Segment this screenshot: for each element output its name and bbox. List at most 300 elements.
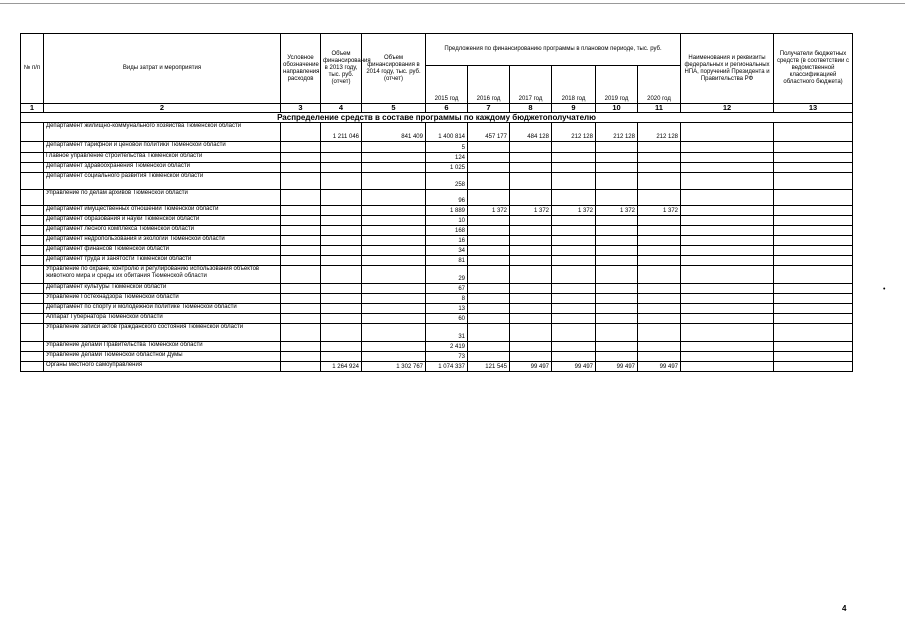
row-number-cell [21, 190, 44, 206]
row-value-y2019: 212 128 [596, 123, 638, 142]
row-value-y2018: 99 497 [552, 362, 596, 372]
header-vol-2013: Объем финансирования в 2013 году, тыс. руб. (отчет) [321, 34, 362, 104]
row-acts-cell [681, 236, 774, 246]
row-value-y2018 [552, 163, 596, 173]
table-row [21, 123, 853, 142]
row-name-cell: Департамент финансов Тюменской области [44, 246, 281, 256]
row-acts-cell [681, 362, 774, 372]
row-value-y2015: 60 [426, 314, 468, 324]
row-value-v2014 [362, 284, 426, 294]
row-recipients-cell [774, 216, 853, 226]
row-value-v2013 [321, 294, 362, 304]
column-number: 9 [552, 104, 596, 113]
row-value-y2019 [596, 304, 638, 314]
row-number-cell [21, 163, 44, 173]
row-value-v2013 [321, 226, 362, 236]
row-value-v2014 [362, 206, 426, 216]
row-value-v2013 [321, 314, 362, 324]
row-recipients-cell [774, 352, 853, 362]
column-number: 11 [638, 104, 681, 113]
row-value-y2016 [468, 294, 510, 304]
row-value-y2019 [596, 236, 638, 246]
row-acts-cell [681, 226, 774, 236]
page-number: 4 [842, 604, 847, 613]
row-value-y2018: 1 372 [552, 206, 596, 216]
row-value-y2017: 99 497 [510, 362, 552, 372]
row-value-v2013 [321, 304, 362, 314]
table-row [21, 362, 853, 372]
row-value-y2018 [552, 304, 596, 314]
table-row [21, 304, 853, 314]
column-number: 3 [281, 104, 321, 113]
row-value-y2015: 29 [426, 266, 468, 284]
row-value-y2020 [638, 153, 681, 163]
row-code-cell [281, 256, 321, 266]
row-value-y2015: 8 [426, 294, 468, 304]
row-value-y2020: 212 128 [638, 123, 681, 142]
table-row [21, 226, 853, 236]
row-name-cell: Департамент недропользования и экологии Тюменской области [44, 236, 281, 246]
header-year-2018: 2018 год [552, 66, 596, 104]
section-title-row [21, 113, 853, 123]
row-value-y2016: 457 177 [468, 123, 510, 142]
row-value-y2015: 1 400 814 [426, 123, 468, 142]
row-value-y2016 [468, 266, 510, 284]
row-value-y2016 [468, 173, 510, 190]
row-value-v2013: 1 211 046 [321, 123, 362, 142]
row-name-cell: Департамент лесного комплекса Тюменской области [44, 226, 281, 236]
row-value-y2019 [596, 163, 638, 173]
row-value-y2016 [468, 236, 510, 246]
row-value-v2013 [321, 256, 362, 266]
row-value-y2019 [596, 266, 638, 284]
row-recipients-cell [774, 236, 853, 246]
row-value-y2020 [638, 284, 681, 294]
row-value-y2015: 96 [426, 190, 468, 206]
row-value-v2013 [321, 173, 362, 190]
row-name-cell: Департамент образования и науки Тюменской области [44, 216, 281, 226]
row-number-cell [21, 324, 44, 342]
row-value-y2016 [468, 352, 510, 362]
row-acts-cell [681, 190, 774, 206]
row-value-y2020 [638, 342, 681, 352]
row-value-y2017 [510, 256, 552, 266]
row-value-v2014 [362, 246, 426, 256]
row-value-y2016 [468, 342, 510, 352]
row-number-cell [21, 123, 44, 142]
row-number-cell [21, 206, 44, 216]
row-code-cell [281, 226, 321, 236]
row-value-y2019: 99 497 [596, 362, 638, 372]
row-recipients-cell [774, 163, 853, 173]
row-recipients-cell [774, 173, 853, 190]
row-value-v2013 [321, 324, 362, 342]
row-name-cell: Управление записи актов гражданского состояния Тюменской области [44, 324, 281, 342]
row-acts-cell [681, 173, 774, 190]
row-number-cell [21, 314, 44, 324]
row-recipients-cell [774, 123, 853, 142]
row-code-cell [281, 342, 321, 352]
row-value-y2015: 31 [426, 324, 468, 342]
row-acts-cell [681, 284, 774, 294]
row-value-y2016 [468, 246, 510, 256]
row-acts-cell [681, 163, 774, 173]
row-value-v2014 [362, 163, 426, 173]
row-recipients-cell [774, 190, 853, 206]
row-code-cell [281, 190, 321, 206]
row-value-y2015: 1 889 [426, 206, 468, 216]
header-acts: Наименования и реквизиты федеральных и региональных НПА, поручений Президента и Правительства РФ [681, 34, 774, 104]
row-value-y2019 [596, 314, 638, 324]
column-number: 13 [774, 104, 853, 113]
row-name-cell: Управление делами Правительства Тюменской области [44, 342, 281, 352]
row-acts-cell [681, 352, 774, 362]
row-value-y2018 [552, 352, 596, 362]
column-number: 1 [21, 104, 44, 113]
table-row [21, 256, 853, 266]
column-number: 10 [596, 104, 638, 113]
row-value-y2020 [638, 216, 681, 226]
row-value-y2018 [552, 284, 596, 294]
table-row [21, 153, 853, 163]
row-name-cell: Департамент жилищно-коммунального хозяйства Тюменской области [44, 123, 281, 142]
row-acts-cell [681, 266, 774, 284]
row-number-cell [21, 352, 44, 362]
row-recipients-cell [774, 153, 853, 163]
row-recipients-cell [774, 304, 853, 314]
row-value-y2016 [468, 314, 510, 324]
row-value-y2018 [552, 216, 596, 226]
row-value-y2019 [596, 246, 638, 256]
row-value-y2015: 81 [426, 256, 468, 266]
row-value-y2017: 1 372 [510, 206, 552, 216]
row-acts-cell [681, 246, 774, 256]
row-value-y2016 [468, 153, 510, 163]
row-name-cell: Управление Гостехнадзора Тюменской области [44, 294, 281, 304]
row-acts-cell [681, 123, 774, 142]
row-value-v2014 [362, 216, 426, 226]
row-value-y2019: 1 372 [596, 206, 638, 216]
row-value-v2014 [362, 153, 426, 163]
row-recipients-cell [774, 294, 853, 304]
row-recipients-cell [774, 342, 853, 352]
row-value-y2016 [468, 284, 510, 294]
row-value-y2020 [638, 304, 681, 314]
table-row [21, 216, 853, 226]
row-value-y2020 [638, 294, 681, 304]
row-value-y2020: 99 497 [638, 362, 681, 372]
header-year-2016: 2016 год [468, 66, 510, 104]
row-value-y2018 [552, 266, 596, 284]
row-value-y2016: 121 545 [468, 362, 510, 372]
row-number-cell [21, 226, 44, 236]
margin-mark: • [883, 286, 886, 293]
table-row [21, 342, 853, 352]
row-number-cell [21, 362, 44, 372]
table-row [21, 284, 853, 294]
column-number-row [21, 104, 853, 113]
row-value-y2017 [510, 304, 552, 314]
row-value-y2017 [510, 294, 552, 304]
row-value-v2014 [362, 266, 426, 284]
row-acts-cell [681, 153, 774, 163]
row-name-cell: Департамент тарифной и ценовой политики Тюменской области [44, 142, 281, 153]
row-value-v2014 [362, 226, 426, 236]
row-code-cell [281, 362, 321, 372]
row-value-y2020 [638, 256, 681, 266]
row-code-cell [281, 142, 321, 153]
row-acts-cell [681, 294, 774, 304]
row-code-cell [281, 246, 321, 256]
row-number-cell [21, 153, 44, 163]
row-value-y2020 [638, 236, 681, 246]
row-code-cell [281, 153, 321, 163]
row-acts-cell [681, 256, 774, 266]
row-acts-cell [681, 324, 774, 342]
row-value-y2017 [510, 284, 552, 294]
row-value-y2020 [638, 226, 681, 236]
header-year-2019: 2019 год [596, 66, 638, 104]
row-value-y2018 [552, 142, 596, 153]
row-value-v2013 [321, 246, 362, 256]
row-value-y2020 [638, 163, 681, 173]
row-recipients-cell [774, 362, 853, 372]
row-value-v2013 [321, 352, 362, 362]
header-vol-2014: Объем финансирования в 2014 году, тыс. руб. (отчет) [362, 34, 426, 104]
row-value-y2017 [510, 173, 552, 190]
row-value-v2014 [362, 352, 426, 362]
row-value-y2019 [596, 352, 638, 362]
row-code-cell [281, 284, 321, 294]
row-acts-cell [681, 314, 774, 324]
row-recipients-cell [774, 314, 853, 324]
column-number: 12 [681, 104, 774, 113]
row-value-v2013 [321, 342, 362, 352]
row-value-y2017 [510, 266, 552, 284]
row-value-y2017 [510, 142, 552, 153]
row-value-y2015: 13 [426, 304, 468, 314]
table-row [21, 314, 853, 324]
row-name-cell: Департамент имущественных отношений Тюменской области [44, 206, 281, 216]
row-value-y2020 [638, 142, 681, 153]
row-value-y2015: 258 [426, 173, 468, 190]
row-value-y2017 [510, 236, 552, 246]
table-row [21, 163, 853, 173]
header-code: Условное обозначение направления расходов [281, 34, 321, 104]
row-value-y2015: 10 [426, 216, 468, 226]
row-value-y2016: 1 372 [468, 206, 510, 216]
column-number: 7 [468, 104, 510, 113]
row-value-v2014 [362, 324, 426, 342]
row-value-y2018 [552, 342, 596, 352]
row-value-y2019 [596, 153, 638, 163]
row-code-cell [281, 236, 321, 246]
row-recipients-cell [774, 266, 853, 284]
row-value-v2014 [362, 314, 426, 324]
row-value-v2013 [321, 206, 362, 216]
table-row [21, 324, 853, 342]
row-value-y2016 [468, 226, 510, 236]
row-code-cell [281, 304, 321, 314]
row-value-y2018 [552, 226, 596, 236]
row-value-y2019 [596, 256, 638, 266]
table-row [21, 173, 853, 190]
row-code-cell [281, 352, 321, 362]
header-num: № п/п [21, 34, 44, 104]
row-value-y2018 [552, 236, 596, 246]
row-number-cell [21, 173, 44, 190]
table-row [21, 190, 853, 206]
row-value-y2015: 16 [426, 236, 468, 246]
row-value-y2018: 212 128 [552, 123, 596, 142]
row-value-y2017 [510, 324, 552, 342]
row-number-cell [21, 256, 44, 266]
row-number-cell [21, 266, 44, 284]
row-value-y2020: 1 372 [638, 206, 681, 216]
row-name-cell: Департамент труда и занятости Тюменской области [44, 256, 281, 266]
row-value-y2015: 67 [426, 284, 468, 294]
row-value-y2017 [510, 352, 552, 362]
row-value-y2019 [596, 216, 638, 226]
row-number-cell [21, 294, 44, 304]
row-value-y2020 [638, 173, 681, 190]
header-year-2020: 2020 год [638, 66, 681, 104]
row-acts-cell [681, 216, 774, 226]
row-value-y2018 [552, 256, 596, 266]
column-number: 2 [44, 104, 281, 113]
row-value-y2015: 73 [426, 352, 468, 362]
row-code-cell [281, 163, 321, 173]
row-value-y2017 [510, 226, 552, 236]
row-value-v2013 [321, 266, 362, 284]
row-acts-cell [681, 304, 774, 314]
row-acts-cell [681, 142, 774, 153]
row-value-y2015: 1 025 [426, 163, 468, 173]
row-number-cell [21, 216, 44, 226]
row-code-cell [281, 324, 321, 342]
row-value-y2016 [468, 256, 510, 266]
row-value-y2018 [552, 294, 596, 304]
row-value-y2017 [510, 314, 552, 324]
row-value-v2013 [321, 142, 362, 153]
row-value-v2014: 841 409 [362, 123, 426, 142]
row-number-cell [21, 236, 44, 246]
row-acts-cell [681, 342, 774, 352]
row-name-cell: Департамент здравоохранения Тюменской области [44, 163, 281, 173]
header-recipients: Получатели бюджетных средств (в соответствии с ведомственной классификацией областного бюджета) [774, 34, 853, 104]
row-value-y2019 [596, 173, 638, 190]
row-value-y2019 [596, 190, 638, 206]
row-value-v2013 [321, 236, 362, 246]
row-value-y2016 [468, 163, 510, 173]
row-value-y2017 [510, 153, 552, 163]
row-value-y2020 [638, 246, 681, 256]
row-code-cell [281, 123, 321, 142]
column-number: 6 [426, 104, 468, 113]
header-planned: Предложения по финансированию программы в плановом периоде, тыс. руб. [426, 34, 681, 66]
row-value-y2018 [552, 190, 596, 206]
row-number-cell [21, 342, 44, 352]
row-value-y2017 [510, 190, 552, 206]
table-row [21, 206, 853, 216]
row-value-y2016 [468, 216, 510, 226]
table-row [21, 266, 853, 284]
header-year-2017: 2017 год [510, 66, 552, 104]
row-value-y2015: 5 [426, 142, 468, 153]
row-name-cell: Аппарат Губернатора Тюменской области [44, 314, 281, 324]
row-value-y2016 [468, 324, 510, 342]
column-number: 5 [362, 104, 426, 113]
row-value-v2014 [362, 236, 426, 246]
row-name-cell: Главное управление строительства Тюменской области [44, 153, 281, 163]
row-value-v2014: 1 302 767 [362, 362, 426, 372]
row-name-cell: Департамент культуры Тюменской области [44, 284, 281, 294]
row-value-v2013 [321, 216, 362, 226]
row-code-cell [281, 206, 321, 216]
row-number-cell [21, 284, 44, 294]
row-value-y2016 [468, 304, 510, 314]
row-recipients-cell [774, 284, 853, 294]
section-title: Распределение средств в составе программы по каждому бюджетополучателю [21, 113, 853, 123]
row-value-y2018 [552, 173, 596, 190]
row-value-y2020 [638, 190, 681, 206]
row-acts-cell [681, 206, 774, 216]
row-value-v2013: 1 264 924 [321, 362, 362, 372]
row-name-cell: Управление делами Тюменской областной Думы [44, 352, 281, 362]
row-code-cell [281, 294, 321, 304]
row-name-cell: Департамент социального развития Тюменской области [44, 173, 281, 190]
header-year-2015: 2015 год [426, 66, 468, 104]
row-name-cell: Управление по делам архивов Тюменской области [44, 190, 281, 206]
row-value-y2016 [468, 142, 510, 153]
column-number: 4 [321, 104, 362, 113]
row-value-y2020 [638, 266, 681, 284]
row-value-y2019 [596, 226, 638, 236]
table-row [21, 294, 853, 304]
row-value-y2017: 484 128 [510, 123, 552, 142]
row-value-v2013 [321, 190, 362, 206]
table-row [21, 142, 853, 153]
budget-table [20, 33, 853, 372]
row-value-v2014 [362, 190, 426, 206]
row-recipients-cell [774, 142, 853, 153]
row-value-y2019 [596, 284, 638, 294]
row-value-v2013 [321, 153, 362, 163]
row-name-cell: Департамент по спорту и молодежной политике Тюменской области [44, 304, 281, 314]
row-value-y2017 [510, 163, 552, 173]
row-recipients-cell [774, 246, 853, 256]
row-value-y2020 [638, 352, 681, 362]
row-value-y2015: 124 [426, 153, 468, 163]
table-row [21, 352, 853, 362]
row-code-cell [281, 266, 321, 284]
row-code-cell [281, 173, 321, 190]
row-number-cell [21, 246, 44, 256]
row-code-cell [281, 216, 321, 226]
row-recipients-cell [774, 324, 853, 342]
row-value-y2019 [596, 324, 638, 342]
row-name-cell: Органы местного самоуправления [44, 362, 281, 372]
row-value-v2013 [321, 284, 362, 294]
row-value-y2020 [638, 324, 681, 342]
row-value-v2014 [362, 342, 426, 352]
row-value-v2013 [321, 163, 362, 173]
row-value-y2015: 168 [426, 226, 468, 236]
row-value-v2014 [362, 304, 426, 314]
row-value-v2014 [362, 142, 426, 153]
row-recipients-cell [774, 206, 853, 216]
row-value-y2017 [510, 246, 552, 256]
